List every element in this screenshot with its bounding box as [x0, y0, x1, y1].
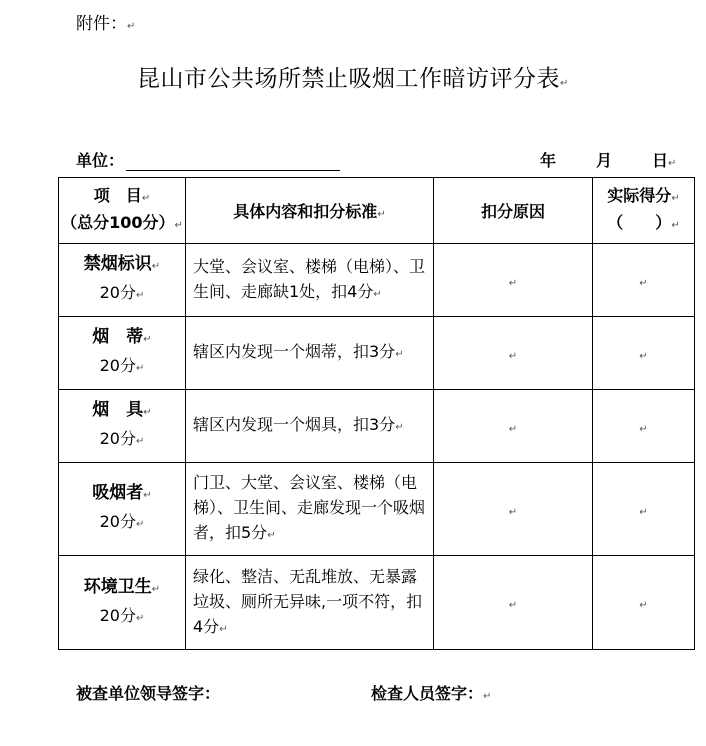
category-cell [59, 556, 186, 650]
paragraph-mark: ↵ [135, 612, 145, 624]
paragraph-mark: ↵ [135, 436, 145, 447]
paragraph-mark: ↵ [639, 600, 648, 611]
date-field [540, 148, 676, 171]
paragraph-mark: ↵ [395, 422, 404, 433]
header-item-cell [59, 178, 186, 244]
paragraph-mark: ↵ [639, 277, 648, 289]
criteria-cell: 大堂、会议室、楼梯（电梯）、卫生间、走廊缺1处，扣4分↵ [186, 244, 434, 317]
header-score-blank: （ ）↵ [607, 212, 680, 232]
header-item-total: （总分100分）↵ [61, 212, 183, 232]
paragraph-mark: ↵ [639, 423, 648, 435]
category-cell [59, 244, 186, 317]
paragraph-mark: ↵ [135, 519, 145, 530]
score-cell[interactable] [593, 390, 695, 463]
score-cell[interactable] [593, 463, 695, 556]
category-name: 烟 蒂↵ [92, 327, 152, 347]
category-name: 禁烟标识↵ [83, 254, 161, 274]
paragraph-mark: ↵ [135, 363, 145, 374]
criteria-cell: 绿化、整洁、无乱堆放、无暴露垃圾、厕所无异味,一项不符，扣4分↵ [186, 556, 434, 650]
paragraph-mark: ↵ [508, 277, 518, 289]
unit-field [76, 148, 340, 171]
criteria-cell: 辖区内发现一个烟具，扣3分↵ [186, 390, 434, 463]
paragraph-mark: ↵ [373, 288, 382, 300]
paragraph-mark: ↵ [560, 78, 569, 89]
reason-cell[interactable] [434, 463, 593, 556]
document-title: 昆山市公共场所禁止吸烟工作暗访评分表↵ [137, 66, 569, 92]
paragraph-mark: ↵ [127, 21, 136, 32]
table-row [59, 390, 695, 463]
paragraph-mark: ↵ [151, 261, 161, 272]
category-cell [59, 463, 186, 556]
header-item-title: 项 目↵ [93, 185, 151, 205]
header-reason-cell: 扣分原因 [434, 178, 593, 244]
paragraph-mark: ↵ [143, 334, 152, 345]
table-row [59, 317, 695, 390]
paragraph-mark: ↵ [483, 691, 492, 702]
unit-blank-line[interactable] [126, 152, 340, 171]
date-year: 年 [540, 151, 557, 170]
paragraph-mark: ↵ [508, 350, 518, 362]
table-row [59, 556, 695, 650]
paragraph-mark: ↵ [141, 192, 151, 204]
reason-cell[interactable] [434, 317, 593, 390]
attachment-label: 附件：↵ [76, 14, 136, 34]
score-cell[interactable] [593, 244, 695, 317]
paragraph-mark: ↵ [135, 290, 145, 301]
category-points: 20分↵ [99, 512, 145, 531]
paragraph-mark: ↵ [639, 350, 648, 362]
table-header-row [59, 178, 695, 244]
inspector-signature[interactable]: 检查人员签字：↵ [371, 684, 492, 703]
category-name: 烟 具↵ [92, 400, 152, 420]
paragraph-mark: ↵ [377, 209, 386, 220]
paragraph-mark: ↵ [668, 158, 677, 169]
category-points: 20分↵ [99, 429, 145, 448]
category-points: 20分↵ [99, 356, 145, 375]
paragraph-mark: ↵ [267, 530, 276, 541]
date-month: 月 [596, 151, 613, 170]
header-criteria-cell: 具体内容和扣分标准↵ [186, 178, 434, 244]
paragraph-mark: ↵ [143, 407, 152, 418]
category-cell [59, 390, 186, 463]
reason-cell[interactable] [434, 390, 593, 463]
unit-label: 单位： [76, 151, 125, 170]
category-name: 环境卫生↵ [83, 576, 161, 597]
paragraph-mark: ↵ [395, 349, 404, 360]
category-points: 20分↵ [99, 605, 145, 625]
paragraph-mark: ↵ [219, 623, 228, 635]
category-name: 吸烟者↵ [92, 483, 152, 503]
paragraph-mark: ↵ [143, 490, 152, 501]
criteria-cell: 门卫、大堂、会议室、楼梯（电梯）、卫生间、走廊发现一个吸烟者，扣5分↵ [186, 463, 434, 556]
paragraph-mark: ↵ [639, 506, 648, 518]
paragraph-mark: ↵ [671, 192, 680, 204]
inspected-unit-signature[interactable]: 被查单位领导签字： [76, 684, 221, 703]
header-score-cell [593, 178, 695, 244]
paragraph-mark: ↵ [508, 600, 518, 611]
date-day: 日 [652, 151, 669, 170]
category-points: 20分↵ [99, 283, 145, 302]
paragraph-mark: ↵ [508, 506, 518, 518]
paragraph-mark: ↵ [151, 583, 161, 595]
header-score-title: 实际得分↵ [607, 185, 680, 205]
paragraph-mark: ↵ [174, 219, 183, 231]
category-cell [59, 317, 186, 390]
table-row [59, 463, 695, 556]
score-table [58, 177, 695, 650]
score-cell[interactable] [593, 317, 695, 390]
reason-cell[interactable] [434, 556, 593, 650]
table-row [59, 244, 695, 317]
paragraph-mark: ↵ [671, 219, 680, 231]
criteria-cell: 辖区内发现一个烟蒂，扣3分↵ [186, 317, 434, 390]
paragraph-mark: ↵ [508, 423, 518, 435]
score-cell[interactable] [593, 556, 695, 650]
reason-cell[interactable] [434, 244, 593, 317]
